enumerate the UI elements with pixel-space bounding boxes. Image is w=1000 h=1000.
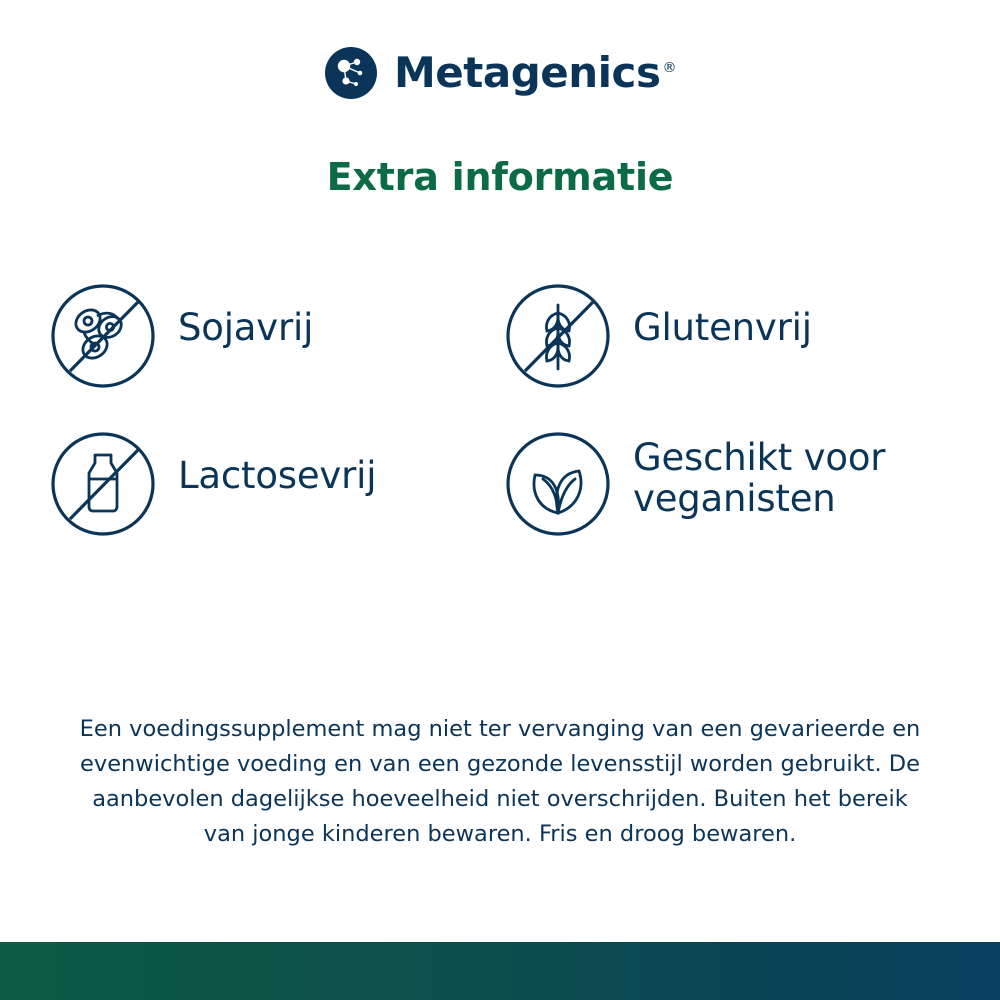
brand-name-text: Metagenics xyxy=(394,48,661,97)
registered-trademark-symbol: ® xyxy=(662,60,676,76)
vegan-leaf-icon xyxy=(505,431,611,537)
footer-gradient-bar xyxy=(0,942,1000,1000)
claim-item-lactose-free xyxy=(50,431,505,537)
claims-grid xyxy=(50,283,955,579)
claim-label: Geschikt voor veganisten xyxy=(633,436,886,521)
claim-item-gluten-free xyxy=(505,283,955,389)
no-gluten-icon xyxy=(505,283,611,389)
brand-header xyxy=(0,46,1000,100)
no-soy-icon xyxy=(50,283,156,389)
metagenics-molecule-logo-icon xyxy=(324,46,378,100)
page-title: Extra informatie xyxy=(326,155,674,199)
claim-label: Sojavrij xyxy=(178,306,314,349)
no-lactose-icon xyxy=(50,431,156,537)
claim-item-vegan xyxy=(505,431,955,537)
claim-label: Lactosevrij xyxy=(178,454,377,497)
claim-item-soy-free xyxy=(50,283,505,389)
disclaimer-text: Een voedingssupplement mag niet ter vervanging van een gevarieerde en evenwichtige voeding en van een gezonde levensstijl worden gebruikt. De aanbevolen dagelijkse hoeveelheid niet overschrijden. Buiten het bereik van jonge kinderen bewaren. Fris en droog bewaren. xyxy=(79,716,921,847)
brand-name xyxy=(394,48,676,97)
claim-label: Glutenvrij xyxy=(633,306,812,349)
